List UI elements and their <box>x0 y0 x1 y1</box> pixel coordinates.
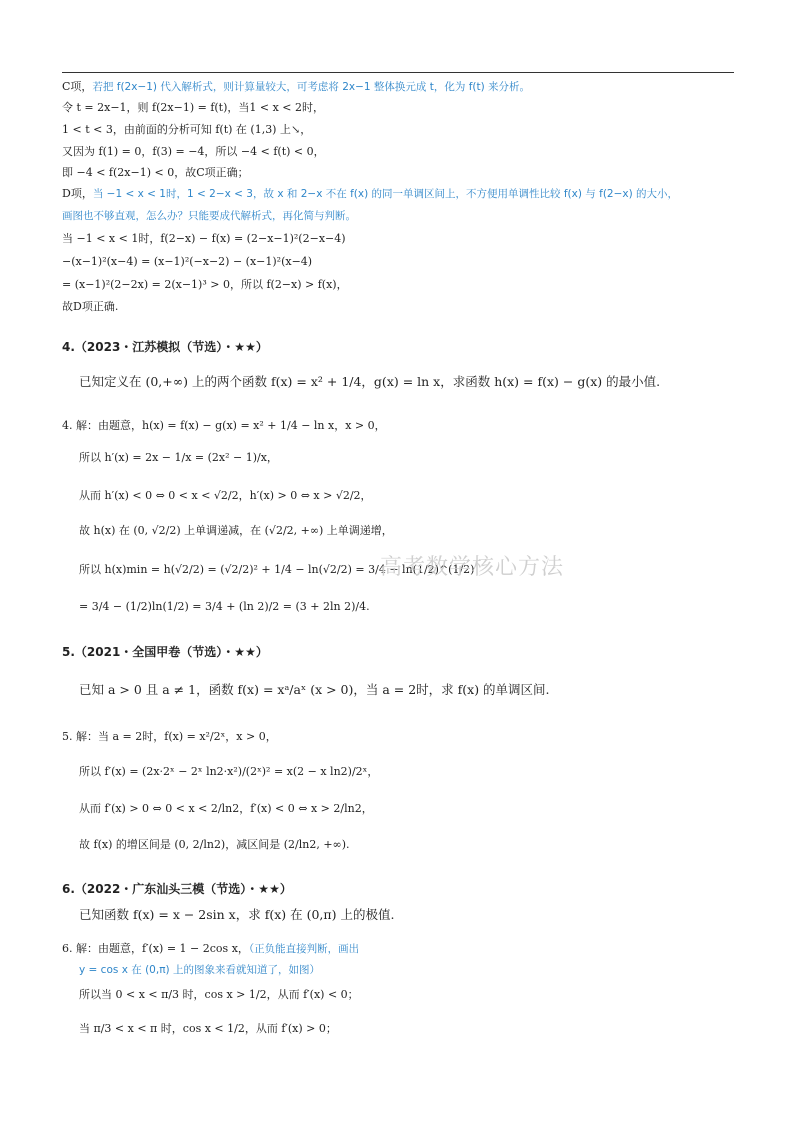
p4-heading: 4.（2023・江苏模拟（节选）・★★） <box>62 340 268 354</box>
p6-problem: 已知函数 f(x) = x − 2sin x，求 f(x) 在 (0,π) 上的极值. <box>79 907 395 922</box>
c-label: C项， <box>62 80 93 93</box>
p6-sol-3: 所以当 0 < x < π/3 时，cos x > 1/2，从而 f′(x) < 0； <box>79 988 359 1001</box>
c-item-line <box>62 80 530 94</box>
d-line-2: −(x−1)²(x−4) = (x−1)²(−x−2) − (x−1)²(x−4) <box>62 255 313 268</box>
c-line-4: 即 −4 < f(2x−1) < 0，故C项正确； <box>62 166 249 179</box>
p4-problem: 已知定义在 (0,+∞) 上的两个函数 f(x) = x² + 1/4，g(x) = ln x，求函数 h(x) = f(x) − g(x) 的最小值. <box>79 374 661 389</box>
p5-sol-3: 从而 f′(x) > 0 ⇔ 0 < x < 2/ln2，f′(x) < 0 ⇔ x > 2/ln2， <box>79 802 373 815</box>
p6-note-2: y = cos x 在 (0,π) 上的图象来看就知道了，如图） <box>79 964 320 976</box>
p5-sol-4: 故 f(x) 的增区间是 (0, 2/ln2)，减区间是 (2/ln2, +∞). <box>79 838 350 851</box>
p6-heading: 6.（2022・广东汕头三模（节选）・★★） <box>62 882 292 896</box>
watermark: 高考数学核心方法 <box>380 555 565 580</box>
header-rule <box>62 72 734 73</box>
d-label: D项， <box>62 187 93 200</box>
c-line-1: 令 t = 2x−1，则 f(2x−1) = f(t)，当1 < x < 2时， <box>62 101 325 114</box>
d-line-4: 故D项正确. <box>62 300 119 313</box>
c-line-2: 1 < t < 3，由前面的分析可知 f(t) 在 (1,3) 上↘， <box>62 123 312 136</box>
p4-sol-3: 从而 h′(x) < 0 ⇔ 0 < x < √2/2，h′(x) > 0 ⇔ x > √2/2， <box>79 489 372 502</box>
d-note-2: 画图也不够直观，怎么办？只能要成代解析式，再化简与判断。 <box>62 210 356 222</box>
p4-sol-5: 所以 h(x)min = h(√2/2) = (√2/2)² + 1/4 − ln(√2/2) = 3/4 − ln(1/2)^(1/2) <box>79 563 475 576</box>
p4-sol-1: 4. 解：由题意，h(x) = f(x) − g(x) = x² + 1/4 − ln x，x > 0， <box>62 419 386 432</box>
p5-heading: 5.（2021・全国甲卷（节选）・★★） <box>62 645 268 659</box>
p4-sol-4: 故 h(x) 在 (0, √2/2) 上单调递减，在 (√2/2, +∞) 上单调递增， <box>79 524 393 537</box>
p6-note-1: （正负能直接判断，画出 <box>248 943 360 955</box>
d-note-1: 当 −1 < x < 1时，1 < 2−x < 3，故 x 和 2−x 不在 f(x) 的同一单调区间上，不方便用单调性比较 f(x) 与 f(2−x) 的大小， <box>92 188 679 200</box>
c-note: 若把 f(2x−1) 代入解析式，则计算量较大，可考虑将 2x−1 整体换元成 t，化为 f(t) 来分析。 <box>92 81 531 93</box>
p5-sol-2: 所以 f′(x) = (2x·2ˣ − 2ˣ ln2·x²)/(2ˣ)² = x(2 − x ln2)/2ˣ， <box>79 765 379 778</box>
p6-sol-4: 当 π/3 < x < π 时，cos x < 1/2，从而 f′(x) > 0； <box>79 1022 337 1035</box>
p5-sol-1: 5. 解：当 a = 2时，f(x) = x²/2ˣ，x > 0， <box>62 730 277 743</box>
p6-sol-1-line <box>62 942 359 956</box>
p4-sol-6: = 3/4 − (1/2)ln(1/2) = 3/4 + (ln 2)/2 = (3 + 2ln 2)/4. <box>79 600 370 613</box>
p6-sol-1: 6. 解：由题意，f′(x) = 1 − 2cos x， <box>62 942 249 955</box>
d-line-1: 当 −1 < x < 1时，f(2−x) − f(x) = (2−x−1)²(2−x−4) <box>62 232 346 245</box>
d-line-3: = (x−1)²(2−2x) = 2(x−1)³ > 0，所以 f(2−x) > f(x)， <box>62 278 348 291</box>
c-line-3: 又因为 f(1) = 0，f(3) = −4，所以 −4 < f(t) < 0， <box>62 145 325 158</box>
p4-sol-2: 所以 h′(x) = 2x − 1/x = (2x² − 1)/x， <box>79 451 278 464</box>
p5-problem: 已知 a > 0 且 a ≠ 1，函数 f(x) = xᵃ/aˣ (x > 0)，当 a = 2时，求 f(x) 的单调区间. <box>79 682 550 697</box>
d-item-line <box>62 187 678 201</box>
